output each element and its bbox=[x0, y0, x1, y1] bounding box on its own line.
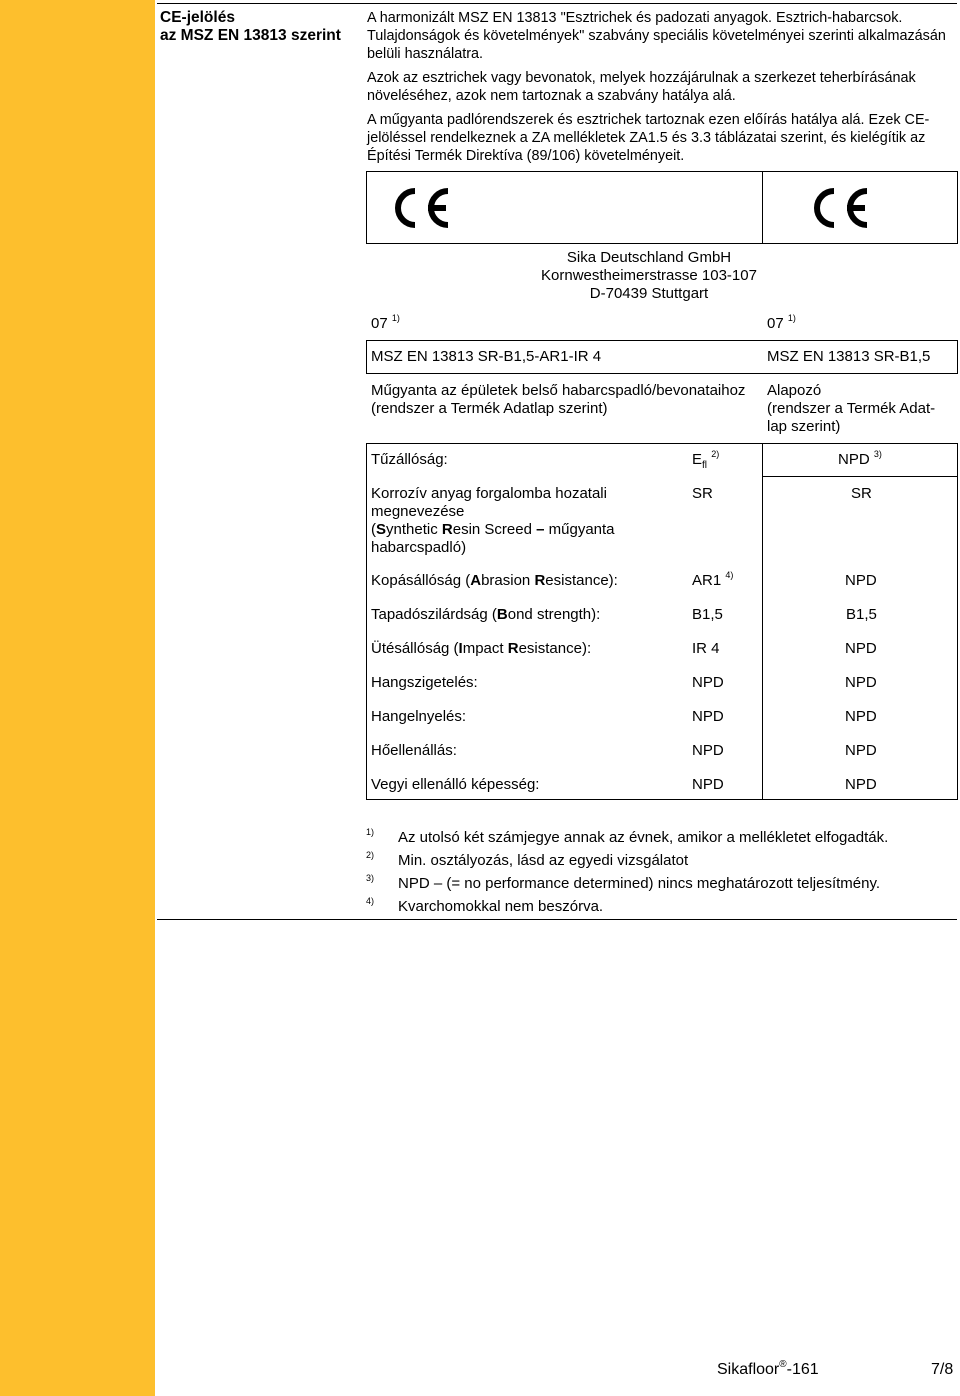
footnote-text: Min. osztályozás, lásd az egyedi vizsgálatot bbox=[398, 852, 689, 869]
desc-left-1: Műgyanta az épületek belső habarcspadló/bevonataihoz bbox=[371, 382, 746, 399]
thermal-label: Hőellenállás: bbox=[371, 742, 457, 759]
footer-product: Sikafloor®-161 bbox=[717, 1359, 819, 1378]
thermal-right: NPD bbox=[845, 742, 877, 759]
code-right: MSZ EN 13813 SR-B1,5 bbox=[767, 348, 931, 365]
corrosive-right: SR bbox=[851, 485, 872, 502]
section-title-line2: az MSZ EN 13813 szerint bbox=[160, 27, 341, 44]
company-street: Kornwestheimerstrasse 103-107 bbox=[541, 267, 757, 284]
sound-absorption-right: NPD bbox=[845, 708, 877, 725]
chemical-left: NPD bbox=[692, 776, 724, 793]
sound-insulation-label: Hangszigetelés: bbox=[371, 674, 478, 691]
bond-left: B1,5 bbox=[692, 606, 723, 623]
corrosive-line2: megnevezése bbox=[371, 503, 465, 520]
corrosive-line4: habarcspadló) bbox=[371, 539, 467, 556]
code-left: MSZ EN 13813 SR-B1,5-AR1-IR 4 bbox=[371, 348, 602, 365]
company-name: Sika Deutschland GmbH bbox=[566, 249, 732, 266]
footnote-number: 1) bbox=[366, 827, 375, 837]
impact-right: NPD bbox=[845, 640, 877, 657]
footnote-number: 4) bbox=[366, 896, 375, 906]
intro-paragraph-1: A harmonizált MSZ EN 13813 "Esztrichek és padozati anyagok. Esztrich-habarcsok. Tulajdonságok és követelmények" szabvány speciális követelményei szerinti alkalmazásán belüli használatra. bbox=[367, 10, 946, 62]
intro-text bbox=[367, 9, 947, 171]
abrasion-right: NPD bbox=[845, 572, 877, 589]
sound-absorption-left: NPD bbox=[692, 708, 724, 725]
intro-paragraph-2: Azok az esztrichek vagy bevonatok, melyek hozzájárulnak a szerkezet teherbírásának növeléséhez, azok nem tartoznak a szabvány hatálya alá. bbox=[367, 70, 916, 104]
sidebar-stripe bbox=[0, 0, 155, 1396]
footer-page-number: 7/8 bbox=[931, 1361, 954, 1378]
company-city: D-70439 Stuttgart bbox=[589, 285, 709, 302]
fire-value: $E_{fl}$ $^{2)}$ bbox=[692, 449, 720, 471]
bottom-rule bbox=[157, 919, 957, 920]
chemical-label: Vegyi ellenálló képesség: bbox=[371, 776, 540, 793]
footnote-text: Az utolsó két számjegye annak az évnek, amikor a mellékletet elfogadták. bbox=[398, 829, 889, 846]
impact-label: Ütésállóság (Impact Resistance): bbox=[371, 640, 592, 657]
ce-mark-icon bbox=[386, 185, 454, 231]
year-right: 07 $^{1)}$ bbox=[767, 313, 796, 332]
fire-label: Tűzállóság: bbox=[371, 451, 448, 468]
bond-label: Tapadószilárdság (Bond strength): bbox=[371, 606, 601, 623]
desc-left-2: (rendszer a Termék Adatlap szerint) bbox=[371, 400, 608, 417]
fire-right: NPD $^{3)}$ bbox=[838, 449, 882, 468]
sound-insulation-right: NPD bbox=[845, 674, 877, 691]
corrosive-line3: (Synthetic Resin Screed – műgyanta bbox=[371, 521, 615, 538]
ce-mark-icon bbox=[805, 185, 873, 231]
abrasion-left: AR1 $^{4)}$ bbox=[692, 570, 734, 589]
desc-right-2: (rendszer a Termék Adat- bbox=[767, 400, 936, 417]
corrosive-line1: Korrozív anyag forgalomba hozatali bbox=[371, 485, 607, 502]
footnote-text: Kvarchomokkal nem beszórva. bbox=[398, 898, 604, 915]
section-title-line1: CE-jelölés bbox=[160, 9, 235, 26]
abrasion-label: Kopásállóság (Abrasion Resistance): bbox=[371, 572, 618, 589]
section-title bbox=[160, 9, 341, 45]
chemical-right: NPD bbox=[845, 776, 877, 793]
desc-right-1: Alapozó bbox=[767, 382, 822, 399]
footnote-text: NPD – (= no performance determined) nincs meghatározott teljesítmény. bbox=[398, 875, 881, 892]
year-left: 07 $^{1)}$ bbox=[371, 313, 400, 332]
impact-left: IR 4 bbox=[692, 640, 720, 657]
bond-right: B1,5 bbox=[846, 606, 877, 623]
sound-insulation-left: NPD bbox=[692, 674, 724, 691]
thermal-left: NPD bbox=[692, 742, 724, 759]
footnote-number: 3) bbox=[366, 873, 375, 883]
sound-absorption-label: Hangelnyelés: bbox=[371, 708, 467, 725]
intro-paragraph-3: A műgyanta padlórendszerek és esztrichek tartoznak ezen előírás hatálya alá. Ezek CE-jelöléssel rendelkeznek a ZA mellékletek ZA1.5 és 3.3 táblázatai szerint, és kielégítik az Építési Termék Direktíva (89/106) követelményeit. bbox=[367, 112, 930, 164]
desc-right-3: lap szerint) bbox=[767, 418, 841, 435]
footnote-number: 2) bbox=[366, 850, 375, 860]
corrosive-left: SR bbox=[692, 485, 713, 502]
top-rule bbox=[157, 3, 957, 4]
